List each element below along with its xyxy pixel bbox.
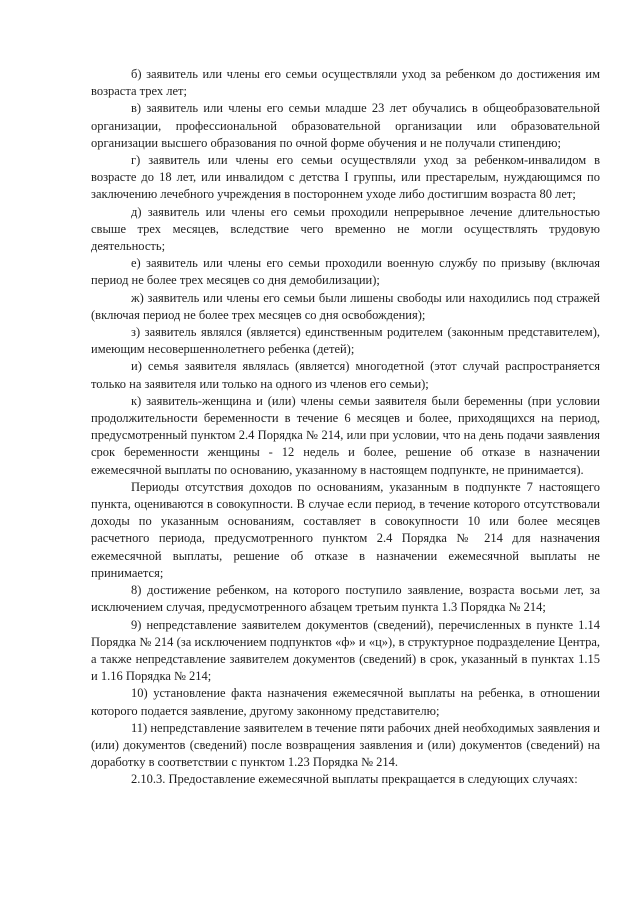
document-body — [91, 66, 600, 789]
paragraph-k: к) заявитель-женщина и (или) члены семьи заявителя были беременны (при условии продолжительности беременности в течение 6 месяцев и более, приходящихся на период, предусмотренный пунктом 2.4 Порядка № 214, или при условии, что на день подачи заявления срок беременности женщины - 12 недель и более, решение об отказе в назначении ежемесячной выплаты по основанию, указанному в настоящем подпункте, не принимается). — [91, 393, 600, 477]
paragraph-g: г) заявитель или члены его семьи осуществляли уход за ребенком-инвалидом в возрасте до 18 лет, или инвалидом с детства I группы, или престарелым, нуждающимся по заключению лечебного учреждения в постороннем уходе либо достигшим возраста 80 лет; — [91, 153, 600, 202]
paragraph-item-10: 10) установление факта назначения ежемесячной выплаты на ребенка, в отношении которого подается заявление, другому законному представителю; — [91, 686, 600, 718]
paragraph-item-8: 8) достижение ребенком, на которого поступило заявление, возраста восьми лет, за исключением случая, предусмотренного абзацем третьим пункта 1.3 Порядка № 214; — [91, 583, 600, 615]
paragraph-periods-note: Периоды отсутствия доходов по основаниям, указанным в подпункте 7 настоящего пункта, оцениваются в совокупности. В случае если период, в течение которого отсутствовали доходы по указанным основаниям, составляет в совокупности 10 или более месяцев расчетного периода, предусмотренного пунктом 2.4 Порядка № 214 для назначения ежемесячной выплаты, решение об отказе в назначении ежемесячной выплаты не принимается; — [91, 479, 600, 580]
paragraph-z: з) заявитель являлся (является) единственным родителем (законным представителем), имеющим несовершеннолетнего ребенка (детей); — [91, 325, 600, 357]
paragraph-e: е) заявитель или члены его семьи проходили военную службу по призыву (включая период не более трех месяцев со дня демобилизации); — [91, 256, 600, 288]
paragraph-item-11: 11) непредставление заявителем в течение пяти рабочих дней необходимых заявления и (или) документов (сведений) после возвращения заявления и (или) документов (сведений) на доработку в соответствии с пунктом 1.23 Порядка № 214. — [91, 720, 600, 770]
paragraph-item-9: 9) непредставление заявителем документов (сведений), перечисленных в пункте 1.14 Порядка № 214 (за исключением подпунктов «ф» и «ц»), в структурное подразделение Центра, а также непредставление заявителем документов (сведений) в срок, указанный в пунктах 1.15 и 1.16 Порядка № 214; — [91, 617, 600, 684]
paragraph-i: и) семья заявителя являлась (является) многодетной (этот случай распространяется только на заявителя или только на одного из членов его семьи); — [91, 359, 600, 391]
paragraph-v: в) заявитель или члены его семьи младше 23 лет обучались в общеобразовательной организации, профессиональной образовательной организации или образовательной организации высшего образования по очной форме обучения и не получали стипендию; — [91, 101, 600, 150]
paragraph-d: д) заявитель или члены его семьи проходили непрерывное лечение длительностью свыше трех месяцев, вследствие чего временно не могли осуществлять трудовую деятельность; — [91, 204, 600, 254]
paragraph-zh: ж) заявитель или члены его семьи были лишены свободы или находились под стражей (включая период не более трех месяцев со дня освобождения); — [91, 290, 600, 322]
paragraph-b: б) заявитель или члены его семьи осуществляли уход за ребенком до достижения им возраста трех лет; — [91, 67, 600, 99]
section-heading-2-10-3: 2.10.3. Предоставление ежемесячной выплаты прекращается в следующих случаях: — [131, 772, 578, 787]
